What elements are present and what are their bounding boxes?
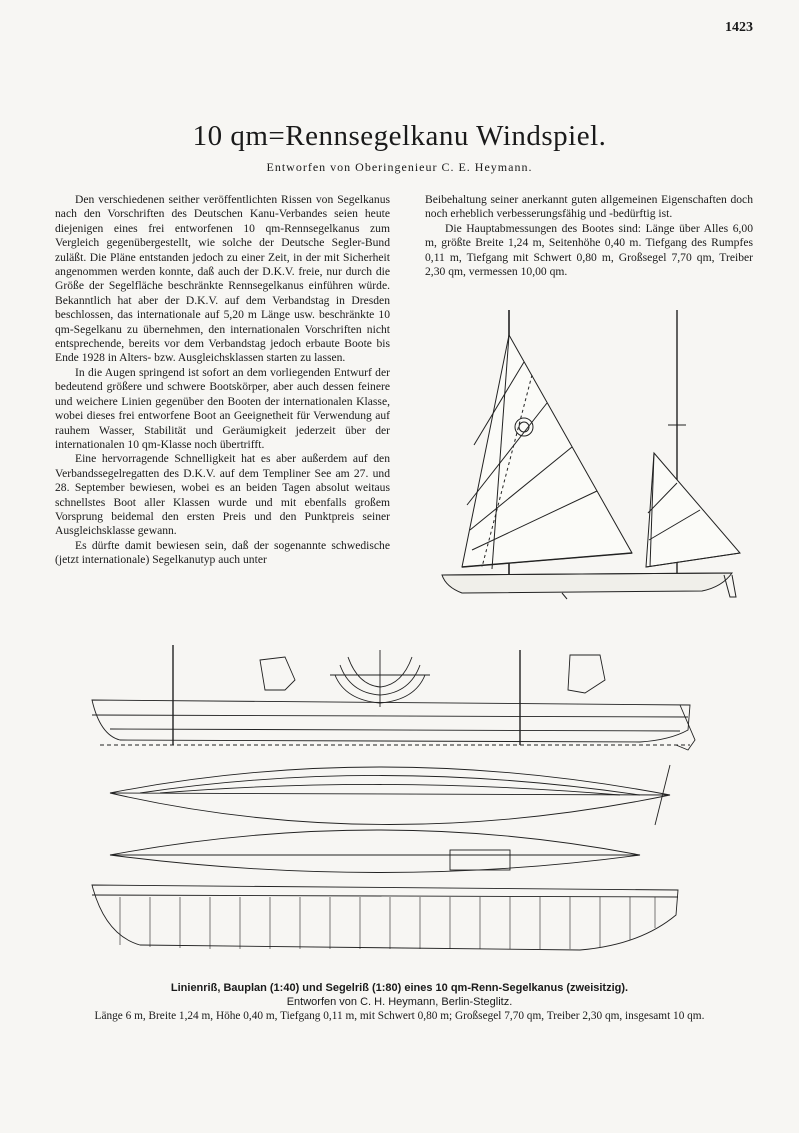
figure-caption xyxy=(0,981,799,1023)
paragraph: Die Hauptabmessungen des Bootes sind: Länge über Alles 6,00 m, größte Breite 1,24 m, Seitenhöhe 0,40 m. Tiefgang des Rumpfes 0,11 m, Tiefgang mit Schwert 0,80 m, Großsegel 7,70 qm, Treiber 2,30 qm, vermessen 10,00 qm. xyxy=(425,221,753,279)
caption-credit: Entworfen von C. H. Heymann, Berlin-Steglitz. xyxy=(286,996,513,1008)
caption-title: Linienriß, Bauplan (1:40) und Segelriß (1:80) eines 10 qm-Renn-Segelkanus (zweisitzig). xyxy=(170,982,629,994)
article-title: 10 qm=Rennsegelkanu Windspiel. xyxy=(192,120,607,152)
lines-plan-drawing xyxy=(80,645,735,970)
page-number: 1423 xyxy=(725,20,753,35)
paragraph: Den verschiedenen seither veröffentlichten Rissen von Segelkanus nach den Vorschriften des Deutschen Kanu-Verbandes seien heute diejenigen eines frei entworfenen 10 qm-Rennsegelkanus zum Vergleich gegenübergestellt, wie solche der Deutsche Segler-Bund zuläßt. Die Pläne entstanden jedoch zu einer Zeit, in der mit Sicherheit angenommen werden konnte, daß auch der D.K.V. freie, nur durch die Größe der Segelfläche beschränkte Rennsegelkanus einführen würde. Bekanntlich hat aber der D.K.V. auf dem Verbandstag in Dresden beschlossen, das internationale auf 5,20 m Länge usw. beschränkte 10 qm-Segelkanu zu übernehmen, den internationalen Vorschriften nicht entsprechende, bereits vor dem Verbandstag jedoch erbaute Boote bis Ende 1928 in Alters- bzw. Ausgleichsklassen starten zu lassen. xyxy=(55,193,390,365)
right-text-column xyxy=(425,193,753,279)
sail-plan-drawing xyxy=(432,305,752,600)
paragraph: Es dürfte damit bewiesen sein, daß der sogenannte schwedische (jetzt internationale) Segelkanutyp auch unter xyxy=(55,538,390,567)
left-text-column xyxy=(55,193,390,568)
paragraph: In die Augen springend ist sofort an dem vorliegenden Entwurf der bedeutend größere und schwere Bootskörper, aber auch dessen feinere und weichere Linien gegenüber den Booten der internationalen Klasse, wobei dieses frei entworfene Boot an Geeignetheit für Verwendung auf rauhem Wasser, Stabilität und Geräumigkeit jederzeit über der internationalen 10 qm-Klasse noch übertrifft. xyxy=(55,365,390,451)
article-subtitle: Entworfen von Oberingenieur C. E. Heymann. xyxy=(266,160,533,174)
paragraph: Eine hervorragende Schnelligkeit hat es aber außerdem auf den Verbandssegelregatten des D.K.V. auf dem Templiner See am 27. und 28. September bewiesen, wobei es an beiden Tagen absolut weitaus schnellstes Boot aller Klassen wurde und mit ebenfalls großem Vorsprung beidemal den ersten Preis und den Punktpreis seiner Ausgleichsklasse gewann. xyxy=(55,452,390,538)
paragraph: Beibehaltung seiner anerkannt guten allgemeinen Eigenschaften doch noch erheblich verbesserungsfähig und -bedürftig ist. xyxy=(425,193,753,221)
caption-dimensions: Länge 6 m, Breite 1,24 m, Höhe 0,40 m, Tiefgang 0,11 m, mit Schwert 0,80 m; Großsegel 7,70 qm, Treiber 2,30 qm, insgesamt 10 qm. xyxy=(94,1010,705,1022)
